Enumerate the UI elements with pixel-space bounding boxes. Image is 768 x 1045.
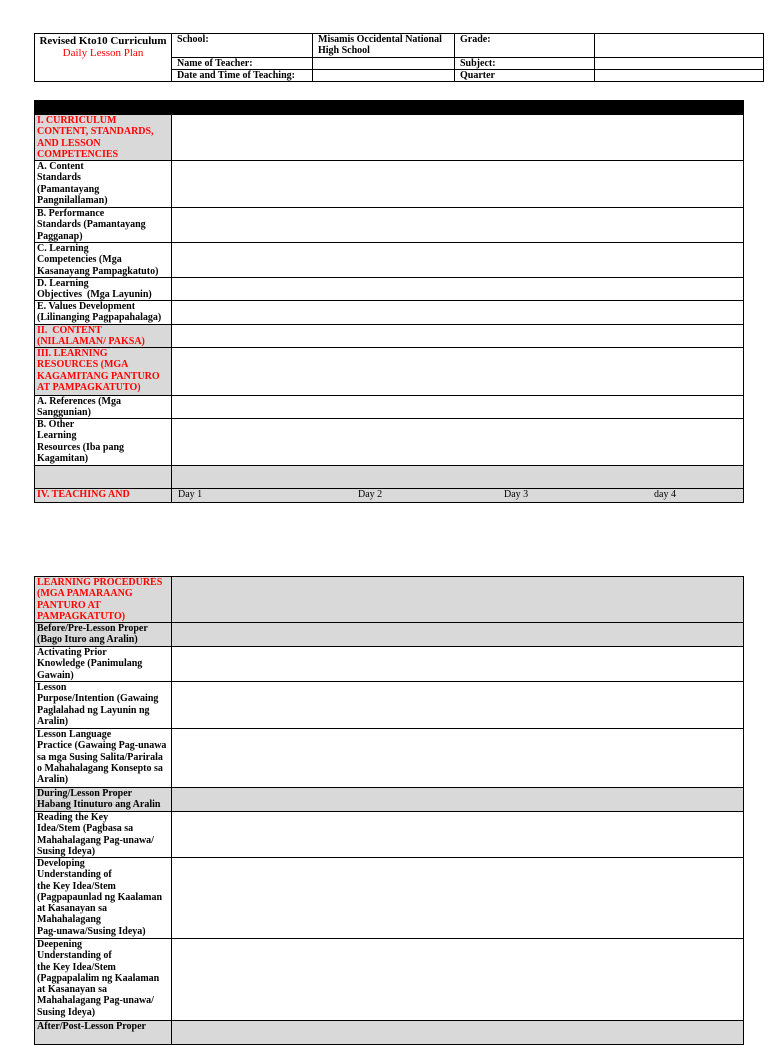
values-development-label: E. Values Development (Lilinanging Pagpapahalaga)	[35, 301, 172, 324]
performance-standards-cell	[172, 208, 743, 242]
developing-understanding-cell	[172, 858, 743, 938]
table-row	[35, 278, 743, 301]
lesson-language-practice-cell	[172, 729, 743, 787]
table-row	[35, 788, 743, 812]
subject-label: Subject:	[455, 58, 595, 70]
references-label: A. References (Mga Sanggunian)	[35, 396, 172, 418]
date-time-value-cell	[313, 70, 455, 82]
content-standards-cell	[172, 161, 743, 207]
table-row	[35, 348, 743, 396]
learning-competencies-label: C. Learning Competencies (Mga Kasanayang Pampagkatuto)	[35, 243, 172, 277]
day-3-label: Day 3	[504, 489, 529, 500]
header-table	[34, 33, 764, 82]
during-lesson-label: During/Lesson Proper Habang Itinuturo ang Aralin	[35, 788, 172, 811]
days-header-cell	[172, 489, 743, 502]
learning-objectives-label: D. Learning Objectives (Mga Layunin)	[35, 278, 172, 300]
table-row-days	[35, 489, 743, 503]
table-header-bar	[35, 101, 743, 115]
deepening-understanding-cell	[172, 939, 743, 1020]
section-learning-resources-label: III. LEARNING RESOURCES (MGA KAGAMITANG PANTURO AT PAMPAGKATUTO)	[35, 348, 172, 395]
deepening-understanding-label: Deepening Understanding of the Key Idea/Stem (Pagpapalalim ng Kaalaman at Kasanayan sa Mahahalagang Pag-unawa/ Susing Ideya)	[35, 939, 172, 1020]
subject-value-cell	[595, 58, 764, 70]
table-row	[35, 623, 743, 647]
reading-key-idea-label: Reading the Key Idea/Stem (Pagbasa sa Mahahalagang Pag-unawa/ Susing Ideya)	[35, 812, 172, 857]
grade-label: Grade:	[455, 34, 595, 58]
table-row	[35, 208, 743, 243]
table-row	[35, 858, 743, 939]
day-4-label: day 4	[654, 489, 676, 500]
grade-value-cell	[595, 34, 764, 58]
learning-resources-cell	[172, 348, 743, 395]
table-row-spacer	[35, 466, 743, 489]
curriculum-title: Revised Kto10 Curriculum	[39, 35, 167, 47]
learning-objectives-cell	[172, 278, 743, 300]
plan-subtitle: Daily Lesson Plan	[62, 47, 144, 59]
table-row	[35, 419, 743, 466]
spacer-label-cell	[35, 466, 172, 488]
performance-standards-label: B. Performance Standards (Pamantayang Pagganap)	[35, 208, 172, 242]
table-row	[35, 812, 743, 858]
school-name: Misamis Occidental National High School	[313, 34, 455, 58]
table-row	[35, 243, 743, 278]
table-row	[35, 647, 743, 682]
other-resources-cell	[172, 419, 743, 465]
table-row	[35, 577, 743, 623]
table-row	[35, 115, 743, 161]
values-development-cell	[172, 301, 743, 324]
reading-key-idea-cell	[172, 812, 743, 857]
day-1-label: Day 1	[178, 489, 203, 500]
content-topic-cell	[172, 325, 743, 347]
table-row	[35, 161, 743, 208]
activating-prior-knowledge-label: Activating Prior Knowledge (Panimulang Gawain)	[35, 647, 172, 681]
table-row	[35, 1021, 743, 1045]
content-standards-label: A. Content Standards (Pamantayang Pangnilallaman)	[35, 161, 172, 207]
table-row	[35, 325, 743, 348]
school-label: School:	[172, 34, 313, 58]
learning-procedures-cell	[172, 577, 743, 622]
quarter-label: Quarter	[455, 70, 595, 82]
curriculum-content-cell	[172, 115, 743, 160]
table-row	[35, 939, 743, 1021]
during-lesson-cell	[172, 788, 743, 811]
lesson-purpose-label: Lesson Purpose/Intention (Gawaing Paglalahad ng Layunin ng Aralin)	[35, 682, 172, 728]
day-2-label: Day 2	[358, 489, 383, 500]
spacer-content-cell	[172, 466, 743, 488]
other-resources-label: B. Other Learning Resources (Iba pang Kagamitan)	[35, 419, 172, 465]
teacher-label: Name of Teacher:	[172, 58, 313, 70]
references-cell	[172, 396, 743, 418]
table-row	[35, 301, 743, 325]
section-content-label: II. CONTENT (NILALAMAN/ PAKSA)	[35, 325, 172, 347]
developing-understanding-label: Developing Understanding of the Key Idea/Stem (Pagpapaunlad ng Kaalaman at Kasanayan sa Mahahalagang Pag-unawa/Susing Ideya)	[35, 858, 172, 938]
after-lesson-cell	[172, 1021, 743, 1044]
learning-competencies-cell	[172, 243, 743, 277]
after-lesson-label: After/Post-Lesson Proper	[35, 1021, 172, 1044]
before-lesson-cell	[172, 623, 743, 646]
before-lesson-label: Before/Pre-Lesson Proper (Bago Ituro ang Aralin)	[35, 623, 172, 646]
quarter-value-cell	[595, 70, 764, 82]
section-learning-procedures-label: LEARNING PROCEDURES (MGA PAMARAANG PANTURO AT PAMPAGKATUTO)	[35, 577, 172, 622]
table-row	[35, 682, 743, 729]
activating-prior-knowledge-cell	[172, 647, 743, 681]
curriculum-table	[34, 100, 744, 503]
procedures-table	[34, 576, 744, 1045]
lesson-language-practice-label: Lesson Language Practice (Gawaing Pag-unawa sa mga Susing Salita/Parirala o Mahahalagang Konsepto sa Aralin)	[35, 729, 172, 787]
teacher-value-cell	[313, 58, 455, 70]
table-row	[35, 729, 743, 788]
section-teaching-label: IV. TEACHING AND	[35, 489, 172, 502]
lesson-purpose-cell	[172, 682, 743, 728]
title-cell	[35, 34, 172, 82]
table-row	[35, 396, 743, 419]
date-time-label: Date and Time of Teaching:	[172, 70, 313, 82]
section-curriculum-label: I. CURRICULUM CONTENT, STANDARDS, AND LESSON COMPETENCIES	[35, 115, 172, 160]
